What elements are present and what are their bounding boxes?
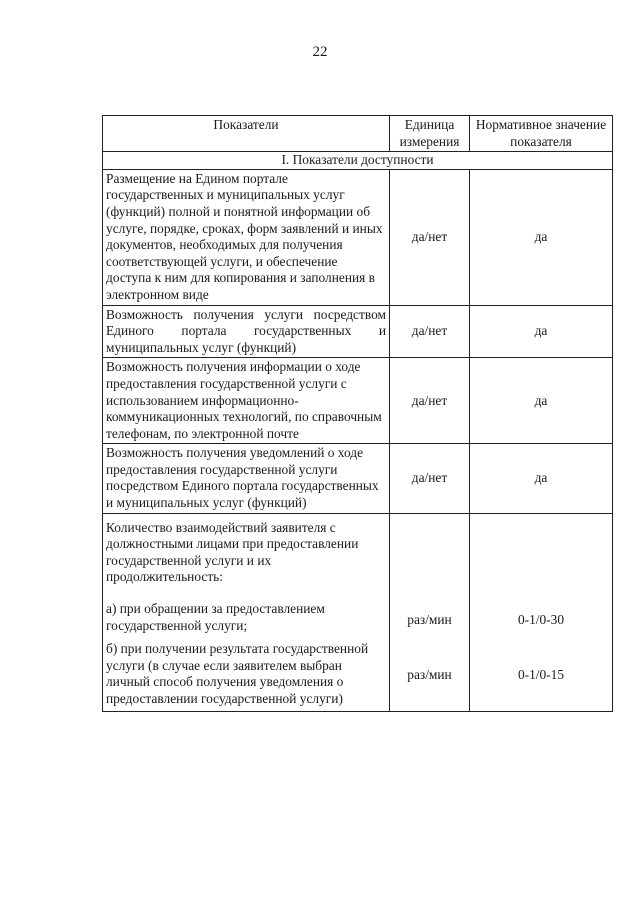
header-indicators: Показатели [103,116,390,152]
row-unit: да/нет [390,444,470,513]
row-indicator: Возможность получения услуги посредством Единого портала государственных и муниципальных услуг (функций) [103,305,390,358]
row-indicator: Количество взаимодействий заявителя с должностными лицами при предоставлении государственной услуги и их продолжительность: [103,513,390,587]
row-indicator: Возможность получения уведомлений о ходе предоставления государственной услуги посредством Единого портала государственных и муниципальных услуг (функций) [103,444,390,513]
row-unit [390,513,470,587]
header-unit: Единица измерения [390,116,470,152]
table-row [103,444,613,513]
row-indicator: Возможность получения информации о ходе предоставления государственной услуги с использованием информационно-коммуникационных технологий, по справочным телефонам, по электронной почте [103,358,390,444]
section-row [103,152,613,170]
table-row [103,587,613,640]
row-indicator: Размещение на Едином портале государственных и муниципальных услуг (функций) полной и понятной информации об услуге, порядке, сроках, форм заявлений и иных документов, необходимых для получения соответствующей услуги, и обеспечение доступа к ним для копирования и заполнения в электронном виде [103,169,390,305]
row-unit: да/нет [390,305,470,358]
page-number: 22 [312,44,328,60]
table-row [103,305,613,358]
row-norm [470,513,613,587]
row-unit: да/нет [390,169,470,305]
row-indicator: а) при обращении за предоставлением государственной услуги; [103,587,390,640]
indicators-table [102,115,613,712]
table-row [103,513,613,587]
row-norm: 0-1/0-30 [470,587,613,640]
header-row [103,116,613,152]
row-norm: 0-1/0-15 [470,640,613,711]
row-norm: да [470,169,613,305]
table-row [103,640,613,711]
row-indicator: б) при получении результата государственной услуги (в случае если заявителем выбран личный способ получения уведомления о предоставлении государственной услуги) [103,640,390,711]
section-title: I. Показатели доступности [103,152,613,170]
table-row [103,358,613,444]
row-norm: да [470,358,613,444]
row-unit: раз/мин [390,640,470,711]
table-row [103,169,613,305]
header-norm: Нормативное значение показателя [470,116,613,152]
row-unit: раз/мин [390,587,470,640]
row-norm: да [470,444,613,513]
row-unit: да/нет [390,358,470,444]
row-norm: да [470,305,613,358]
